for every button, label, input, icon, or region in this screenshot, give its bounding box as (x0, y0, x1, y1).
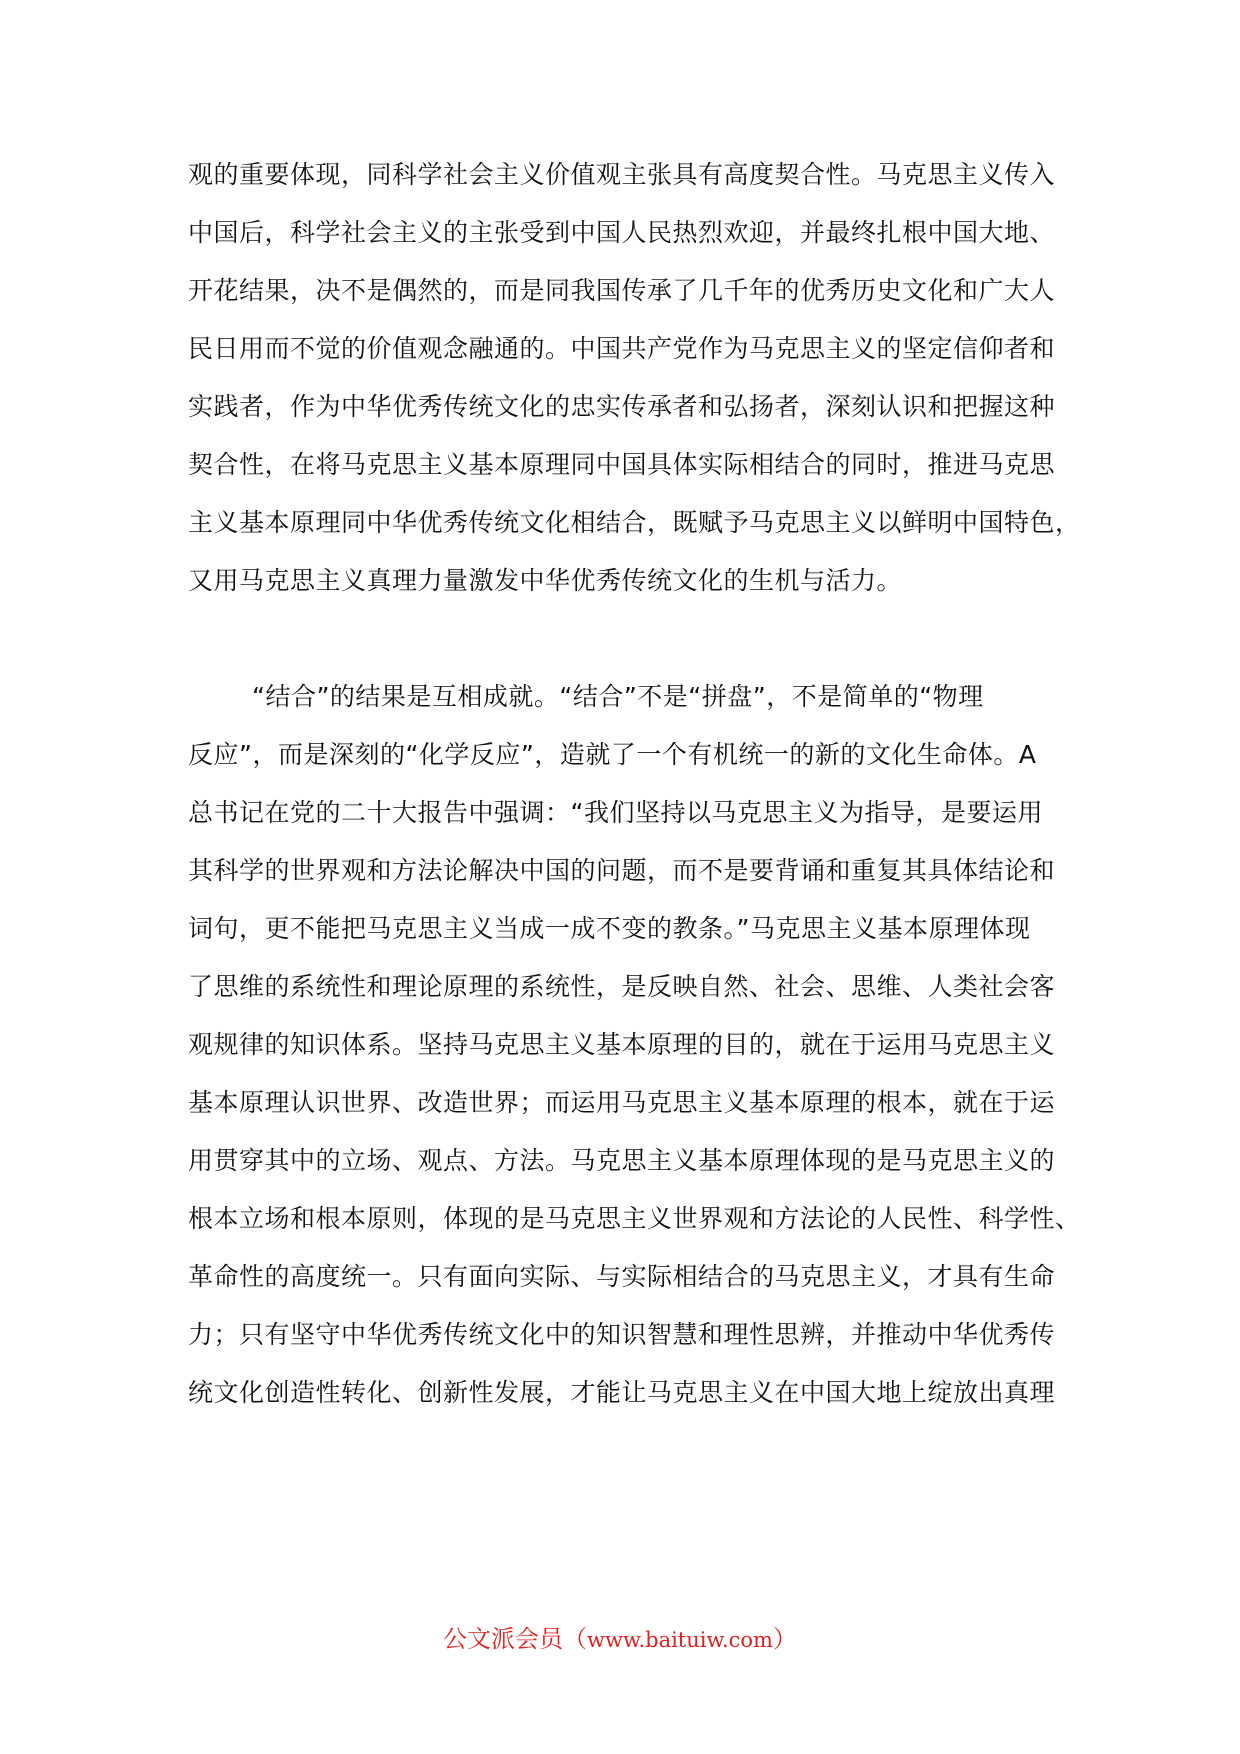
text-line: 革命性的高度统一。只有面向实际、与实际相结合的马克思主义，才具有生命 (188, 1262, 1056, 1291)
text-line: 其科学的世界观和方法论解决中国的问题，而不是要背诵和重复其具体结论和 (188, 856, 1056, 885)
footer-label: 公文派会员（ (443, 1625, 588, 1653)
text-line: 实践者，作为中华优秀传统文化的忠实传承者和弘扬者，深刻认识和把握这种 (188, 392, 1056, 421)
text-line: 力；只有坚守中华优秀传统文化中的知识智慧和理性思辨，并推动中华优秀传 (188, 1320, 1056, 1349)
text-line: 民日用而不觉的价值观念融通的。中国共产党作为马克思主义的坚定信仰者和 (188, 334, 1056, 363)
text-line: 契合性，在将马克思主义基本原理同中国具体实际相结合的同时，推进马克思 (188, 450, 1056, 479)
footer-watermark (0, 1623, 1240, 1656)
footer-url[interactable]: www.baituiw.com (587, 1628, 773, 1652)
text-line: 总书记在党的二十大报告中强调：“我们坚持以马克思主义为指导，是要运用 (188, 798, 1043, 827)
text-line: 用贯穿其中的立场、观点、方法。马克思主义基本原理体现的是马克思主义的 (188, 1146, 1056, 1175)
text-line: “结合”的结果是互相成就。“结合”不是“拼盘”，不是简单的“物理 (252, 682, 984, 711)
text-line: 主义基本原理同中华优秀传统文化相结合，既赋予马克思主义以鲜明中国特色， (188, 508, 1081, 537)
text-line: 又用马克思主义真理力量激发中华优秀传统文化的生机与活力。 (188, 566, 903, 595)
footer-close: ） (772, 1625, 797, 1653)
text-line: 观的重要体现，同科学社会主义价值观主张具有高度契合性。马克思主义传入 (188, 160, 1056, 189)
text-line: 统文化创造性转化、创新性发展，才能让马克思主义在中国大地上绽放出真理 (188, 1378, 1056, 1407)
text-line: 基本原理认识世界、改造世界；而运用马克思主义基本原理的根本，就在于运 (188, 1088, 1056, 1117)
text-line: 了思维的系统性和理论原理的系统性，是反映自然、社会、思维、人类社会客 (188, 972, 1056, 1001)
text-line: 词句，更不能把马克思主义当成一成不变的教条。”马克思主义基本原理体现 (188, 914, 1031, 943)
text-line: 中国后，科学社会主义的主张受到中国人民热烈欢迎，并最终扎根中国大地、 (188, 218, 1056, 247)
text-line: 开花结果，决不是偶然的，而是同我国传承了几千年的优秀历史文化和广大人 (188, 276, 1056, 305)
text-line: 观规律的知识体系。坚持马克思主义基本原理的目的，就在于运用马克思主义 (188, 1030, 1056, 1059)
text-line: 反应”，而是深刻的“化学反应”，造就了一个有机统一的新的文化生命体。A (188, 740, 1037, 769)
text-line: 根本立场和根本原则，体现的是马克思主义世界观和方法论的人民性、科学性、 (188, 1204, 1081, 1233)
